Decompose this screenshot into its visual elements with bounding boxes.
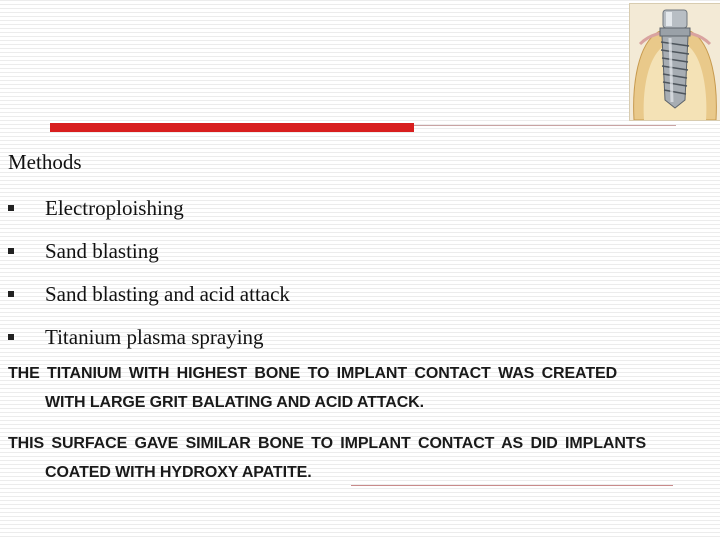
square-bullet-icon [8,248,14,254]
square-bullet-icon [8,334,14,340]
square-bullet-icon [8,205,14,211]
bullet-text: Sand blasting [45,239,159,263]
thin-divider-rule [414,125,676,126]
bullet-text: Titanium plasma spraying [45,325,264,349]
methods-heading: Methods [8,150,82,174]
paragraph-line: WITH LARGE GRIT BALATING AND ACID ATTACK. [45,394,424,411]
dental-implant-illustration [629,3,720,121]
paragraph-line: THIS SURFACE GAVE SIMILAR BONE TO IMPLANT CONTACT AS DID IMPLANTS [8,435,647,452]
bottom-divider-rule [351,485,673,486]
paragraph-line: THE TITANIUM WITH HIGHEST BONE TO IMPLANT CONTACT WAS CREATED [8,365,618,382]
finding-paragraph-2 [8,435,713,482]
square-bullet-icon [8,291,14,297]
finding-paragraph-1 [8,365,713,412]
bullet-text: Electroploishing [45,196,184,220]
accent-red-rule [50,123,414,132]
bullet-text: Sand blasting and acid attack [45,282,290,306]
paragraph-line: COATED WITH HYDROXY APATITE. [45,464,312,481]
